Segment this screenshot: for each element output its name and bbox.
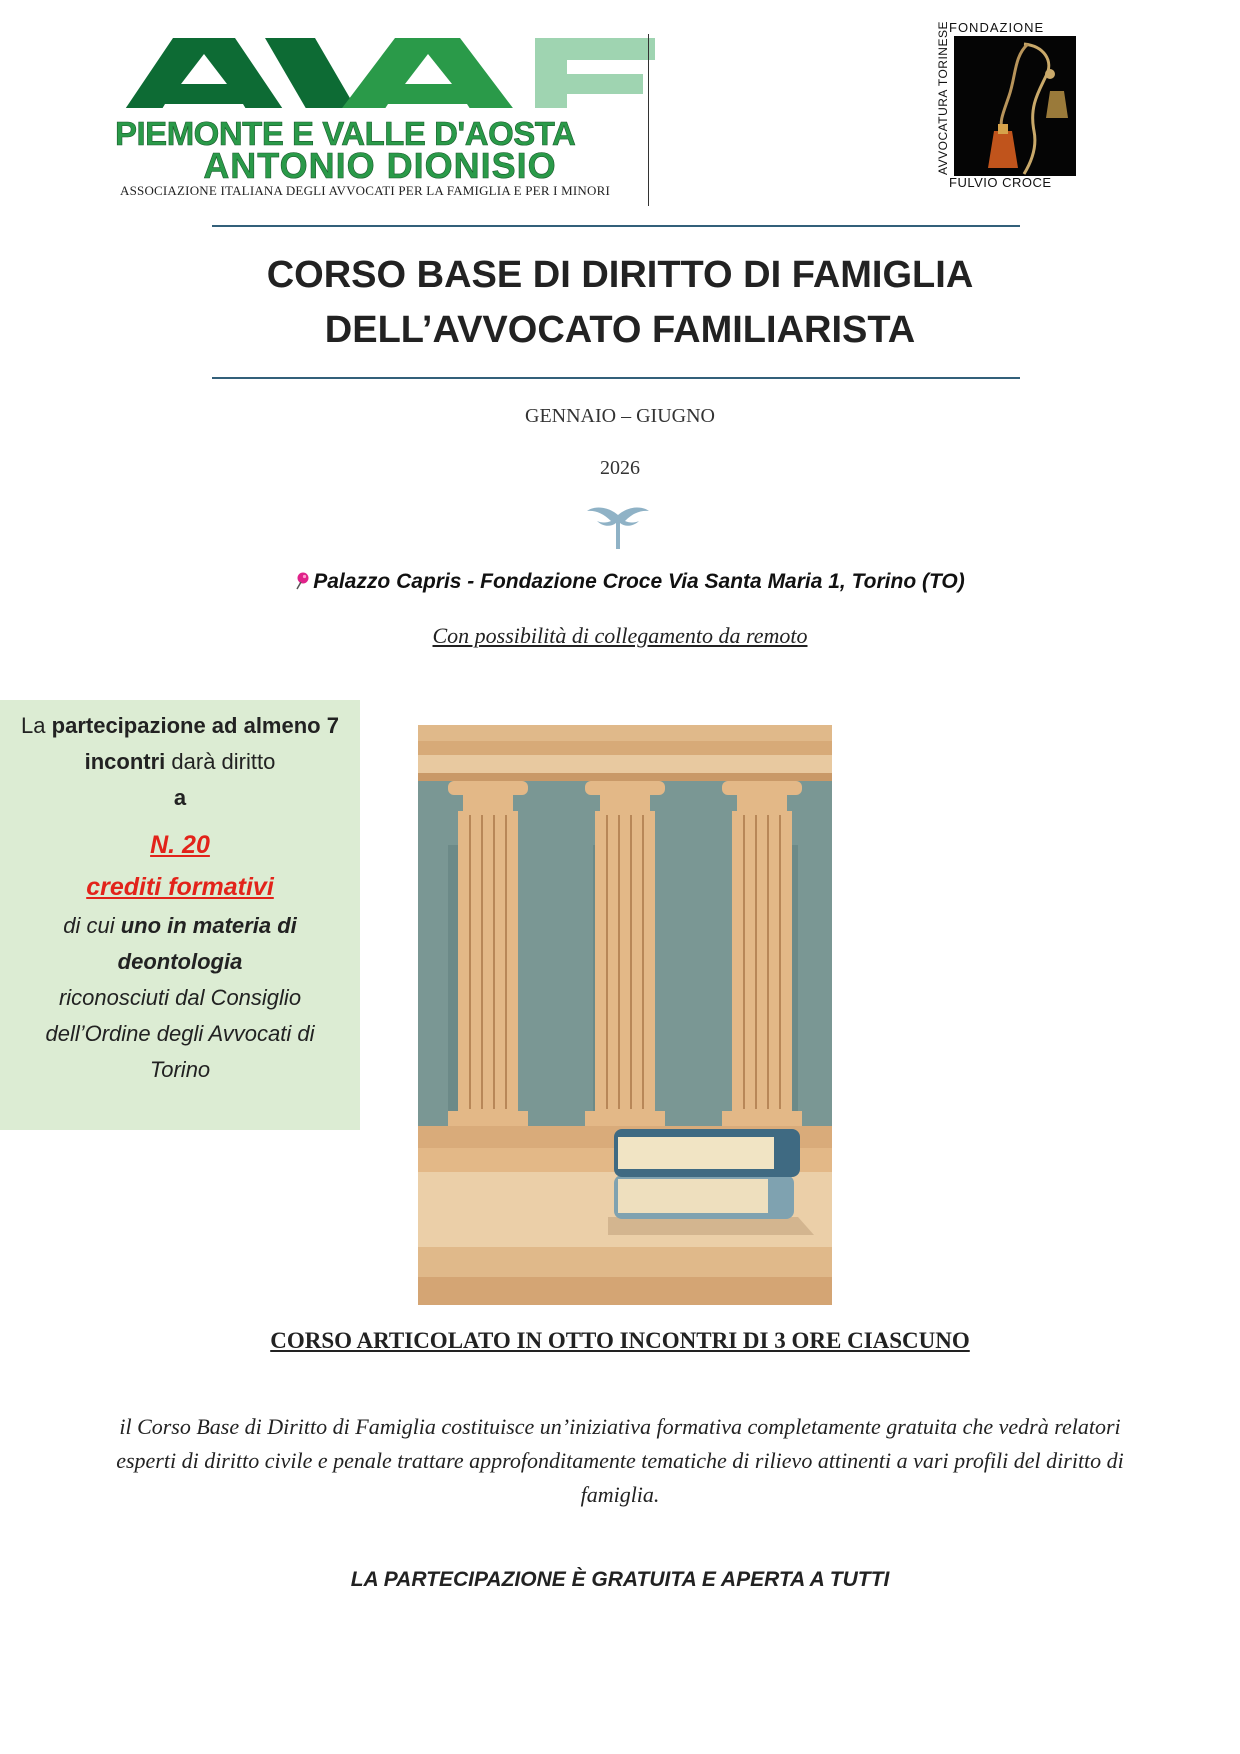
course-description: il Corso Base di Diritto di Famiglia costituisce un’iniziativa formativa completamente gratuita che vedrà relatori esperti di diritto civile e penale trattare approfonditamente tematiche di rilievo attinenti a vari profili del diritto di famiglia.: [116, 1414, 1124, 1507]
tassel-emblem-icon: [954, 36, 1076, 176]
credits-box: [0, 700, 360, 1130]
credits-recognition: riconosciuti dal Consiglio dell’Ordine degli Avvocati di Torino: [45, 985, 315, 1082]
logo-divider: [648, 34, 649, 206]
remote-connection-note: Con possibilità di collegamento da remoto: [432, 623, 808, 648]
fondazione-logo-side-text: AVVOCATURA TORINESE: [936, 21, 950, 175]
books-stack: [614, 1129, 800, 1219]
fondazione-logo: [935, 20, 1080, 195]
credits-number: N. 20: [150, 831, 210, 859]
aiaf-wordmark-graphic: [115, 38, 655, 124]
column: [448, 781, 528, 1127]
venue: [230, 570, 1030, 594]
free-participation-note: LA PARTECIPAZIONE È GRATUITA E APERTA A TUTTI: [350, 1568, 890, 1591]
aiaf-logo-line1: PIEMONTE E VALLE D'AOSTA: [115, 115, 576, 152]
venue-text: Palazzo Capris - Fondazione Croce Via Santa Maria 1, Torino (TO): [313, 570, 965, 593]
credits-deontology: di cui uno in materia di deontologia: [63, 913, 297, 974]
course-structure-heading: CORSO ARTICOLATO IN OTTO INCONTRI DI 3 ORE CIASCUNO: [270, 1328, 970, 1353]
fondazione-logo-top-text: FONDAZIONE: [949, 20, 1045, 35]
page-title-line1: CORSO BASE DI DIRITTO DI FAMIGLIA: [266, 254, 974, 296]
page-title: [150, 248, 1090, 358]
credits-box-intro: La partecipazione ad almeno 7 incontri darà diritto a: [21, 713, 339, 810]
fleuron-ornament-icon: [585, 505, 651, 549]
fondazione-logo-bottom-text: FULVIO CROCE: [949, 175, 1052, 190]
title-bottom-rule: [212, 377, 1020, 379]
column: [722, 781, 802, 1127]
course-period: GENNAIO – GIUGNO: [525, 405, 715, 427]
page-title-line2: DELL’AVVOCATO FAMILIARISTA: [324, 309, 916, 351]
column: [585, 781, 665, 1127]
course-year: 2026: [600, 457, 640, 479]
title-top-rule: [212, 225, 1020, 227]
map-pin-icon: [295, 572, 309, 590]
aiaf-logo: [115, 38, 655, 208]
aiaf-logo-line3: ASSOCIAZIONE ITALIANA DEGLI AVVOCATI PER LA FAMIGLIA E PER I MINORI: [120, 183, 610, 198]
columns-books-illustration: [418, 725, 832, 1305]
aiaf-logo-line2: ANTONIO DIONISIO: [203, 145, 557, 186]
credits-label: crediti formativi: [86, 873, 274, 901]
